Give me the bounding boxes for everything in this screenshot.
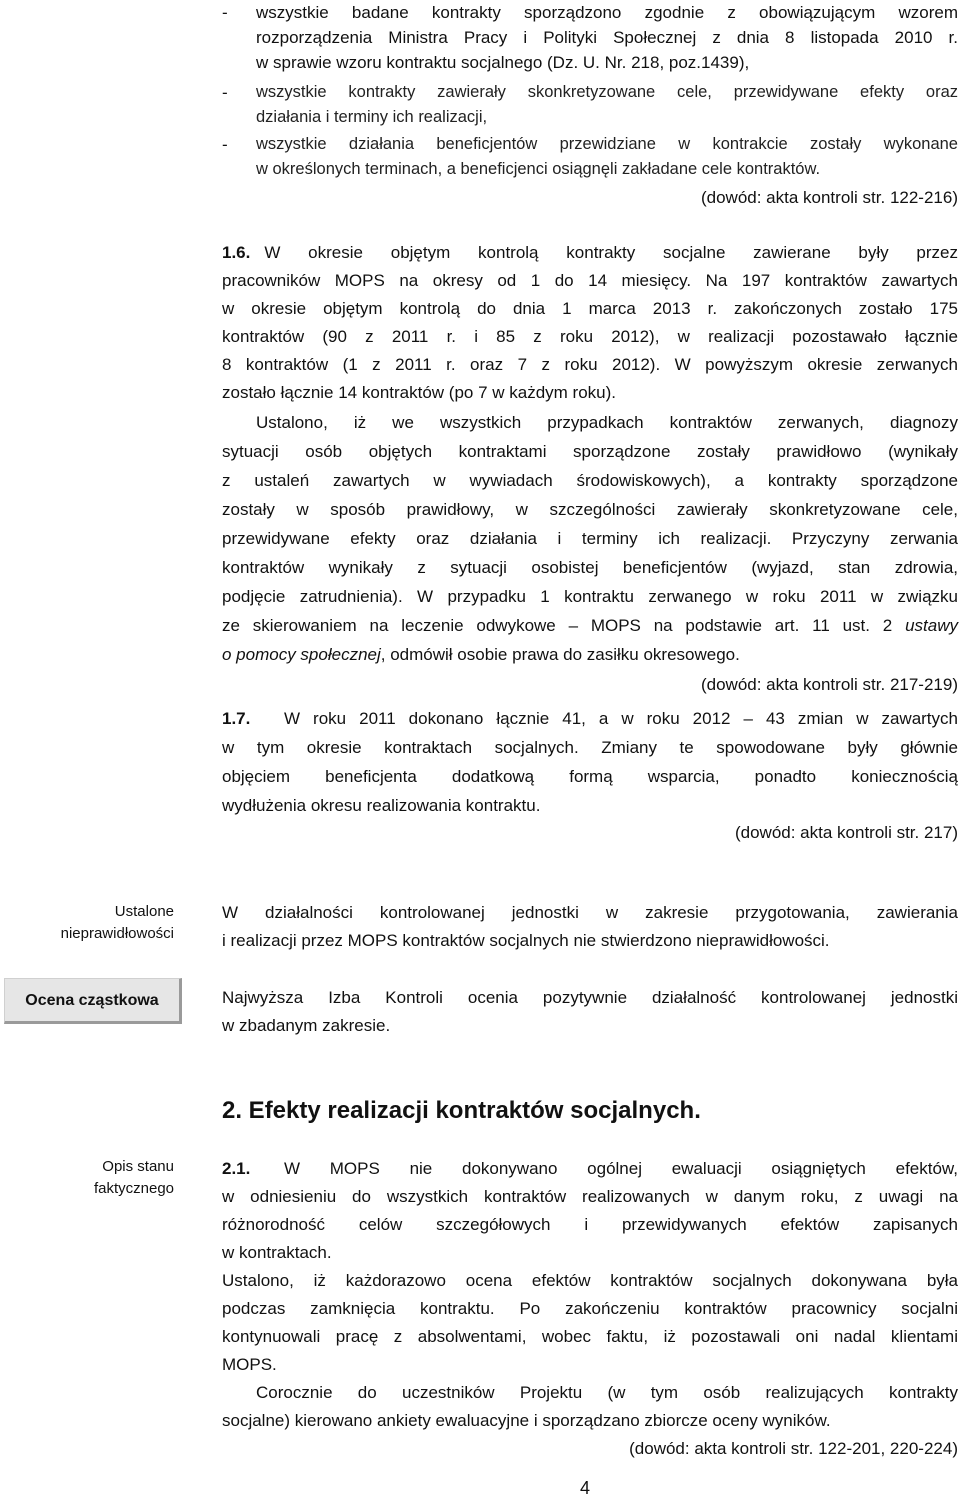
section-line: w kontraktach. [222, 1243, 332, 1262]
assessment-label-box: Ocena cząstkowa [4, 978, 182, 1024]
act-title-part: o pomocy społecznej [222, 645, 381, 664]
section-line: podczas zamknięcia kontraktu. Po zakończeniu kontraktów pracownicy socjalni [222, 1299, 958, 1318]
paragraph-line: Najwyższa Izba Kontroli ocenia pozytywnie działalność kontrolowanej jednostki [222, 988, 958, 1007]
section-line: MOPS. [222, 1355, 277, 1374]
bullet-dash: - [222, 3, 228, 22]
section-number: 1.6. [222, 243, 251, 262]
bullet-line: w określonych terminach, a beneficjenci osiągnęli zakładane cele kontraktów. [256, 160, 821, 178]
section-number: 1.7. [222, 709, 251, 728]
paragraph-line: w zbadanym zakresie. [222, 1016, 391, 1035]
section-line: zostały w sposób prawidłowy, w szczególności zawierały skonkretyzowane cele, [222, 500, 958, 519]
section-line: w tym okresie kontraktach socjalnych. Zmiany te spowodowane były głównie [222, 738, 958, 757]
section-line: kontraktów (90 z 2011 r. i 85 z roku 2012), w realizacji pozostawało łącznie [222, 327, 958, 346]
section-line: w odniesieniu do wszystkich kontraktów realizowanych w danym roku, z uwagi na [222, 1187, 958, 1206]
section-line: w okresie objętym kontrolą do dnia 1 marca 2013 r. zakończonych zostało 175 [222, 299, 958, 318]
paragraph-line: W działalności kontrolowanej jednostki w zakresie przygotowania, zawierania [222, 903, 958, 922]
evidence-reference: (dowód: akta kontroli str. 217) [734, 823, 958, 842]
section-line: kontraktów wynikały z sytuacji osobistej beneficjentów (wyjazd, stan zdrowia, [222, 558, 958, 577]
bullet-line: wszystkie kontrakty zawierały skonkretyzowane cele, przewidywane efekty oraz [256, 83, 958, 101]
bullet-line: rozporządzenia Ministra Pracy i Polityki Społecznej z dnia 8 listopada 2010 r. [256, 28, 958, 47]
section-line: Ustalono, iż we wszystkich przypadkach kontraktów zerwanych, diagnozy [256, 413, 958, 432]
bullet-line: wszystkie badane kontrakty sporządzono zgodnie z obowiązującym wzorem [256, 3, 958, 22]
section-line: różnorodność celów szczegółowych i przewidywanych efektów zapisanych [222, 1215, 958, 1234]
section-line [222, 706, 958, 731]
section-line: socjalne) kierowano ankiety ewaluacyjne i sporządzano zbiorcze oceny wyników. [222, 1411, 831, 1430]
section-text: W okresie objętym kontrolą kontrakty socjalne zawierane były przez [264, 243, 958, 262]
paragraph-line: i realizacji przez MOPS kontraktów socjalnych nie stwierdzono nieprawidłowości. [222, 931, 830, 950]
section-line [222, 642, 958, 667]
sidebar-label-facts [20, 1156, 174, 1200]
evidence-reference: (dowód: akta kontroli str. 122-216) [700, 188, 958, 207]
bullet-line: wszystkie działania beneficjentów przewidziane w kontrakcie zostały wykonane [256, 135, 958, 153]
section-heading: 2. Efekty realizacji kontraktów socjalnych. [222, 1097, 701, 1124]
bullet-line: w sprawie wzoru kontraktu socjalnego (Dz. U. Nr. 218, poz.1439), [256, 53, 750, 72]
section-line [222, 240, 958, 265]
act-title-part: ustawy [905, 616, 958, 635]
bullet-dash: - [222, 135, 228, 154]
section-line: podjęcie zatrudnienia). W przypadku 1 kontraktu zerwanego w roku 2011 w związku [222, 587, 958, 606]
section-text: , odmówił osobie prawa do zasiłku okresowego. [380, 645, 740, 664]
sidebar-label-line: faktycznego [93, 1180, 174, 1197]
section-line: przewidywane efekty oraz działania i terminy ich realizacji. Przyczyny zerwania [222, 529, 958, 548]
section-line: z ustaleń zawartych w wywiadach środowiskowych), a kontrakty sporządzone [222, 471, 958, 490]
sidebar-label-findings [20, 901, 174, 945]
sidebar-label-line: nieprawidłowości [60, 925, 174, 942]
section-line: 8 kontraktów (1 z 2011 r. oraz 7 z roku 2012). W powyższym okresie zerwanych [222, 355, 958, 374]
bullet-line: działania i terminy ich realizacji, [256, 108, 488, 126]
section-text: W roku 2011 dokonano łącznie 41, a w roku 2012 – 43 zmian w zawartych [284, 709, 958, 728]
page-number: 4 [580, 1478, 591, 1498]
section-line [222, 1156, 958, 1181]
section-line: sytuacji osób objętych kontraktami sporządzone zostały prawidłowo (wynikały [222, 442, 958, 461]
section-text: W MOPS nie dokonywano ogólnej ewaluacji osiągniętych efektów, [284, 1159, 958, 1178]
section-text: ze skierowaniem na leczenie odwykowe – MOPS na podstawie art. 11 ust. 2 [222, 616, 906, 635]
evidence-reference: (dowód: akta kontroli str. 217-219) [700, 675, 958, 694]
section-line: Ustalono, iż każdorazowo ocena efektów kontraktów socjalnych dokonywana była [222, 1271, 958, 1290]
bullet-dash: - [222, 83, 228, 102]
section-line: wydłużenia okresu realizowania kontraktu. [222, 796, 541, 815]
section-line: kontynuowali pracę z absolwentami, wobec faktu, iż pozostawali oni nadal klientami [222, 1327, 958, 1346]
sidebar-label-line: Ustalone [114, 903, 174, 920]
sidebar-label-line: Opis stanu [102, 1158, 174, 1175]
section-line: objęciem beneficjenta dodatkową formą wsparcia, ponadto koniecznością [222, 767, 958, 786]
section-line [222, 613, 958, 638]
section-line: zostało łącznie 14 kontraktów (po 7 w każdym roku). [222, 383, 617, 402]
section-line: Corocznie do uczestników Projektu (w tym osób realizujących kontrakty [256, 1383, 958, 1402]
evidence-reference: (dowód: akta kontroli str. 122-201, 220-224) [629, 1439, 958, 1458]
section-number: 2.1. [222, 1159, 251, 1178]
section-line: pracowników MOPS na okresy od 1 do 14 miesięcy. Na 197 kontraktów zawartych [222, 271, 958, 290]
